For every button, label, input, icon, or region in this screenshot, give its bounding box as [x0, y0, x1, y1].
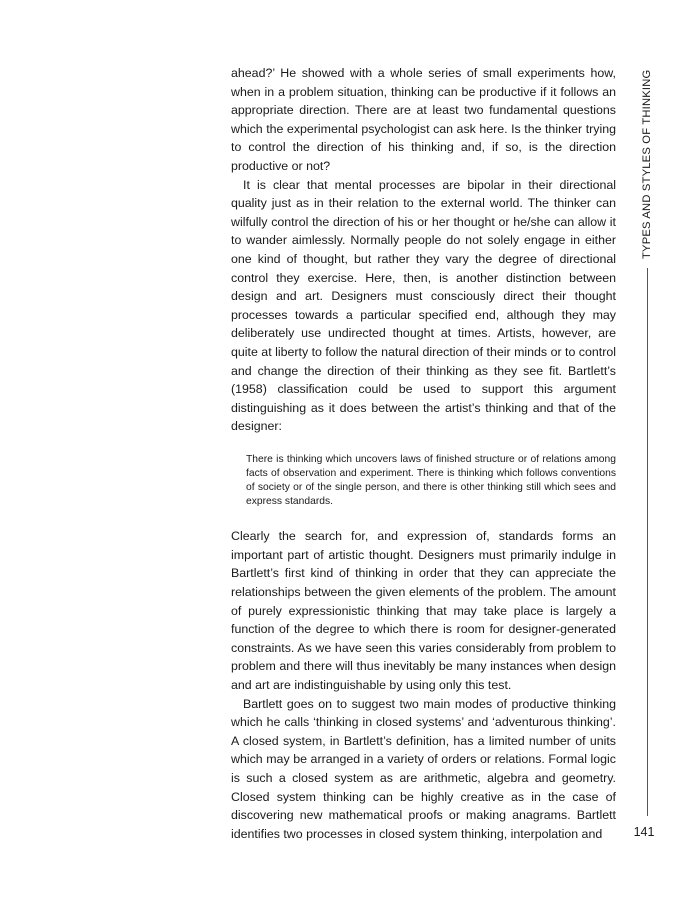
paragraph-4: Bartlett goes on to suggest two main modes of productive thinking which he calls ‘thinking in closed systems’ and ‘adventurous thinking’. A closed system, in Bartlett’s definition, has a limited number of units which may be arranged in a variety of orders or relations. Formal logic is such a closed system as are arithmetic, algebra and geometry. Closed system thinking can be highly creative as in the case of discovering new mathematical proofs or making anagrams. Bartlett identifies two processes in closed system thinking, interpolation and — [231, 696, 616, 841]
paragraph-3: Clearly the search for, and expression of, standards forms an important part of artistic thought. Designers must primarily indulge in Bartlett’s first kind of thinking in order that they can appreciate the relationships between the given elements of the problem. The amount of purely expressionistic thinking that may take place is largely a function of the degree to which there is room for designer-generated constraints. As we have seen this varies considerably from problem to problem and there will thus inevitably be many instances when design and art are indistinguishable by using only this test. — [231, 529, 616, 692]
paragraph-2: It is clear that mental processes are bipolar in their directional quality just as in their relation to the external world. The thinker can wilfully control the direction of his or her thought or he/she can allow it to wander aimlessly. Normally people do not solely engage in either one kind of thought, but rather they vary the degree of directional control they exercise. Here, then, is another distinction between design and art. Designers must consciously direct their thought processes towards a particular specified end, although they may deliberately use undirected thought at times. Artists, however, are quite at liberty to follow the natural direction of their minds or to control and change the direction of their thinking as they see fit. Bartlett’s (1958) classification could be used to support this argument distinguishing as it does between the artist’s thinking and that of the designer: — [231, 177, 616, 434]
block-quote: There is thinking which uncovers laws of finished structure or of relations among facts of observation and experiment. There is thinking which follows conventions of society or of the single person, and there is other thinking still which sees and express standards. — [246, 453, 616, 508]
body-text — [231, 64, 616, 843]
paragraph-1: ahead?’ He showed with a whole series of small experiments how, when in a problem situation, thinking can be productive if it follows an appropriate direction. There are at least two fundamental questions which the experimental psychologist can ask here. Is the thinker trying to control the direction of his thinking and, if so, is the direction productive or not? — [231, 66, 616, 173]
running-head — [639, 64, 657, 264]
margin-rule — [647, 268, 648, 816]
page-number: 141 — [633, 825, 655, 839]
running-head-text: TYPES AND STYLES OF THINKING — [641, 69, 653, 259]
